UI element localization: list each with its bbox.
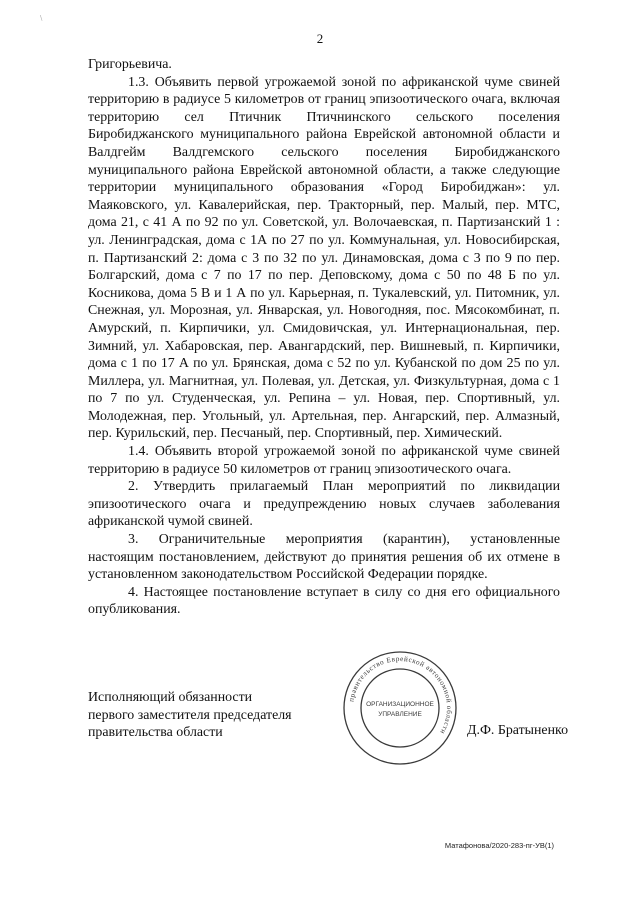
paragraph-1-3: 1.3. Объявить первой угрожаемой зоной по африканской чуме свиней территорию в радиусе 5 километров от границ эпизоотического очага, включая территорию сел Птичник Птичнинского сельского поселения Биробиджанского муниципального района Еврейской автономной области и Валдгейм Валдгемского сельского поселения Биробиджанского муниципального района Еврейской автономной области, а также следующие территории муниципального образования «Город Биробиджан»: ул. Маяковского, ул. Кавалерийская, пер. Тракторный, пер. Малый, пер. МТС, дома 21, с 41 А по 92 по ул. Советской, ул. Волочаевская, п. Партизанский 1 : ул. Ленинградская, дома с 1А по 27 по ул. Коммунальная, ул. Новосибирская, п. Партизанский 2: дома с 3 по 32 по ул. Динамовская, дома с 3 по 9 по пер. Болгарский, дома с 7 по 17 по пер. Деповскому, дома с 50 по 48 Б по ул. Косникова, дома 5 В и 1 А по ул. Карьерная, п. Тукалевский, ул. Питомник, ул. Снежная, ул. Морозная, ул. Январская, ул. Новогодняя, пос. Мясокомбинат, п. Амурский, п. Кирпичики, ул. Смидовичская, ул. Интернациональная, пер. Зимний, ул. Хабаровская, пер. Авангардский, пер. Вишневый, п. Кирпичики, дома с 1 по 17 А по ул. Брянская, дома с 52 по ул. Кубанской по дом 25 по ул. Миллера, ул. Магнитная, ул. Полевая, ул. Детская, ул. Физкультурная, дома с 1 по 7 по ул. Студенческая, ул. Репина – ул. Новая, пер. Спортивный, ул. Молодежная, пер. Угольный, ул. Артельная, пер. Ангарский, пер. Алмазный, пер. Курильский, пер. Песчаный, пер. Спортивный, пер. Химический. — [88, 74, 560, 442]
stamp-inner-line: ОРГАНИЗАЦИОННОЕ — [366, 701, 434, 708]
position-line: первого заместителя председателя — [88, 707, 292, 723]
position-line: Исполняющий обязанности — [88, 690, 253, 705]
stamp-inner-line: УПРАВЛЕНИЕ — [378, 711, 422, 718]
document-code: Матафонова/2020-283-пг-УВ(1) — [444, 841, 554, 850]
official-stamp — [340, 648, 460, 768]
stamp-outer-text: правительство Еврейской автономной области — [347, 654, 454, 736]
signatory-position — [88, 689, 292, 742]
document-body — [88, 56, 560, 619]
signatory-name: Д.Ф. Братыненко — [467, 723, 569, 738]
paragraph-continuation: Григорьевича. — [88, 57, 172, 72]
paragraph-4: 4. Настоящее постановление вступает в силу со дня его официального опубликования. — [88, 584, 560, 618]
paragraph-1-4: 1.4. Объявить второй угрожаемой зоной по африканской чуме свиней территорию в радиусе 50 километров от границ эпизоотического очага. — [88, 444, 560, 477]
paragraph-3: 3. Ограничительные мероприятия (карантин), установленные настоящим постановлением, действуют до принятия решения об их отмене в установленном законодательством Российской Федерации порядке. — [88, 532, 560, 583]
corner-mark: \ — [40, 14, 43, 22]
paragraph-2: 2. Утвердить прилагаемый План мероприятий по ликвидации эпизоотического очага и предупреждению новых случаев заболевания африканской чумой свиней. — [88, 479, 560, 530]
position-line: правительства области — [88, 725, 223, 741]
page-number: 2 — [316, 31, 324, 46]
